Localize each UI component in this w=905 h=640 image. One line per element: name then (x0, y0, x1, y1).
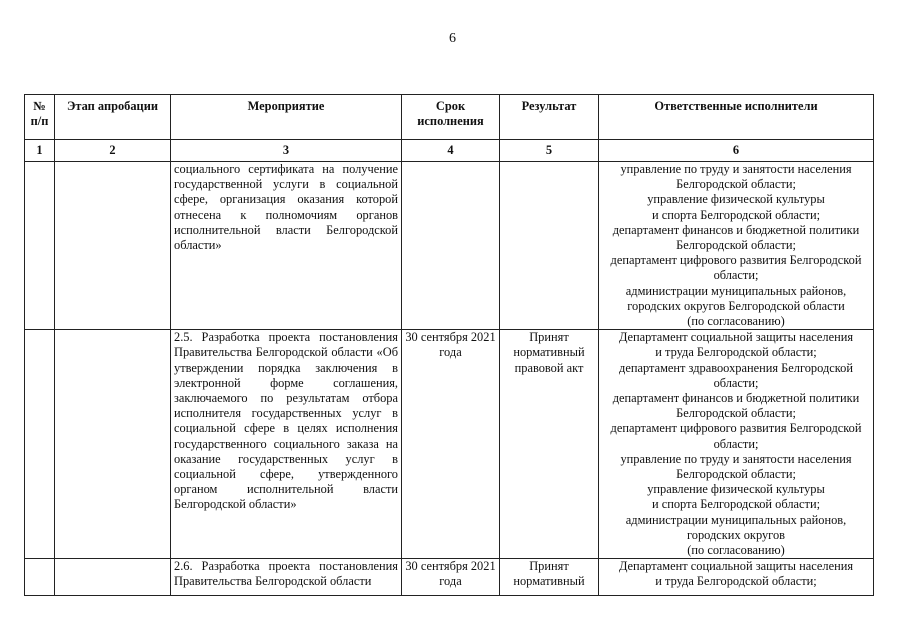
header-deadline: Срок исполнения (402, 95, 500, 140)
column-number: 4 (402, 140, 500, 162)
page-number: 6 (449, 31, 456, 46)
column-number: 3 (171, 140, 402, 162)
executor-line: департамент цифрового развития Белгородской (610, 421, 862, 436)
executor-line: Белгородской области; (676, 238, 796, 253)
executor-line: Белгородской области; (676, 467, 796, 482)
executor-line: городских округов (686, 527, 785, 542)
plan-table (24, 94, 874, 596)
row-num (25, 162, 55, 330)
executor-line: департамент финансов и бюджетной политики (612, 222, 860, 237)
executor-line: управление физической культуры (647, 482, 825, 497)
column-number: 2 (55, 140, 171, 162)
executor-line: департамент цифрового развития Белгородской (610, 253, 862, 268)
executor-line: Белгородской области; (676, 406, 796, 421)
row-result: Принят нормативный (500, 559, 599, 596)
executor-line: Белгородской области; (676, 177, 796, 192)
column-number: 5 (500, 140, 599, 162)
executor-line: (по согласованию) (687, 314, 785, 329)
executor-line: управление по труду и занятости населения (620, 162, 852, 176)
executor-line: и труда Белгородской области; (655, 345, 817, 360)
column-number: 1 (25, 140, 55, 162)
row-deadline (402, 162, 500, 330)
executor-line: департамент финансов и бюджетной политики (612, 391, 860, 406)
row-deadline: 30 сентября 2021 года (402, 330, 500, 559)
executor-line: городских округов Белгородской области (627, 298, 845, 313)
table-row (25, 559, 874, 596)
executor-line: и спорта Белгородской области; (651, 207, 821, 222)
table-row (25, 330, 874, 559)
executor-line: управление физической культуры (647, 192, 825, 207)
header-num: № п/п (25, 95, 55, 140)
executor-line: Департамент социальной защиты населения (618, 330, 854, 345)
row-event: социального сертификата на получение государственной услуги в социальной сфере, организация оказания которой отнесена к полномочиям органов исполнительной власти Белгородской области» (171, 162, 402, 330)
table-row (25, 162, 874, 330)
executor-line: и спорта Белгородской области; (651, 497, 821, 512)
row-executors (599, 162, 874, 330)
row-event: 2.5. Разработка проекта постановления Правительства Белгородской области «Об утверждении порядка заключения в электронной форме соглашения, заключаемого по результатам отбора исполнителя государственных услуг в социальной сфере в целях исполнения государственного социального заказа на оказание государственных услуг в социальной сфере, утвержденного органом исполнительной власти Белгородской области» (171, 330, 402, 559)
executor-line: области; (713, 268, 759, 283)
row-num (25, 330, 55, 559)
row-stage (55, 330, 171, 559)
executor-line: Департамент социальной защиты населения (618, 559, 854, 574)
row-executors (599, 559, 874, 596)
header-executors: Ответственные исполнители (599, 95, 874, 140)
row-deadline: 30 сентября 2021 года (402, 559, 500, 596)
executor-line: управление по труду и занятости населения (620, 451, 852, 466)
column-number: 6 (599, 140, 874, 162)
executor-line: (по согласованию) (687, 543, 785, 558)
row-executors (599, 330, 874, 559)
executor-line: и труда Белгородской области; (655, 574, 817, 589)
row-result (500, 162, 599, 330)
row-num (25, 559, 55, 596)
header-result: Результат (500, 95, 599, 140)
executor-line: департамент здравоохранения Белгородской (619, 360, 853, 375)
header-row (25, 95, 874, 140)
executor-line: области; (713, 375, 759, 390)
row-result: Принят нормативный правовой акт (500, 330, 599, 559)
header-event: Мероприятие (171, 95, 402, 140)
column-number-row (25, 140, 874, 162)
header-stage: Этап апробации (55, 95, 171, 140)
row-stage (55, 559, 171, 596)
executor-line: администрации муниципальных районов, (625, 283, 847, 298)
row-stage (55, 162, 171, 330)
executor-line: области; (713, 436, 759, 451)
row-event: 2.6. Разработка проекта постановления Правительства Белгородской области (171, 559, 402, 596)
executor-line: администрации муниципальных районов, (625, 512, 847, 527)
